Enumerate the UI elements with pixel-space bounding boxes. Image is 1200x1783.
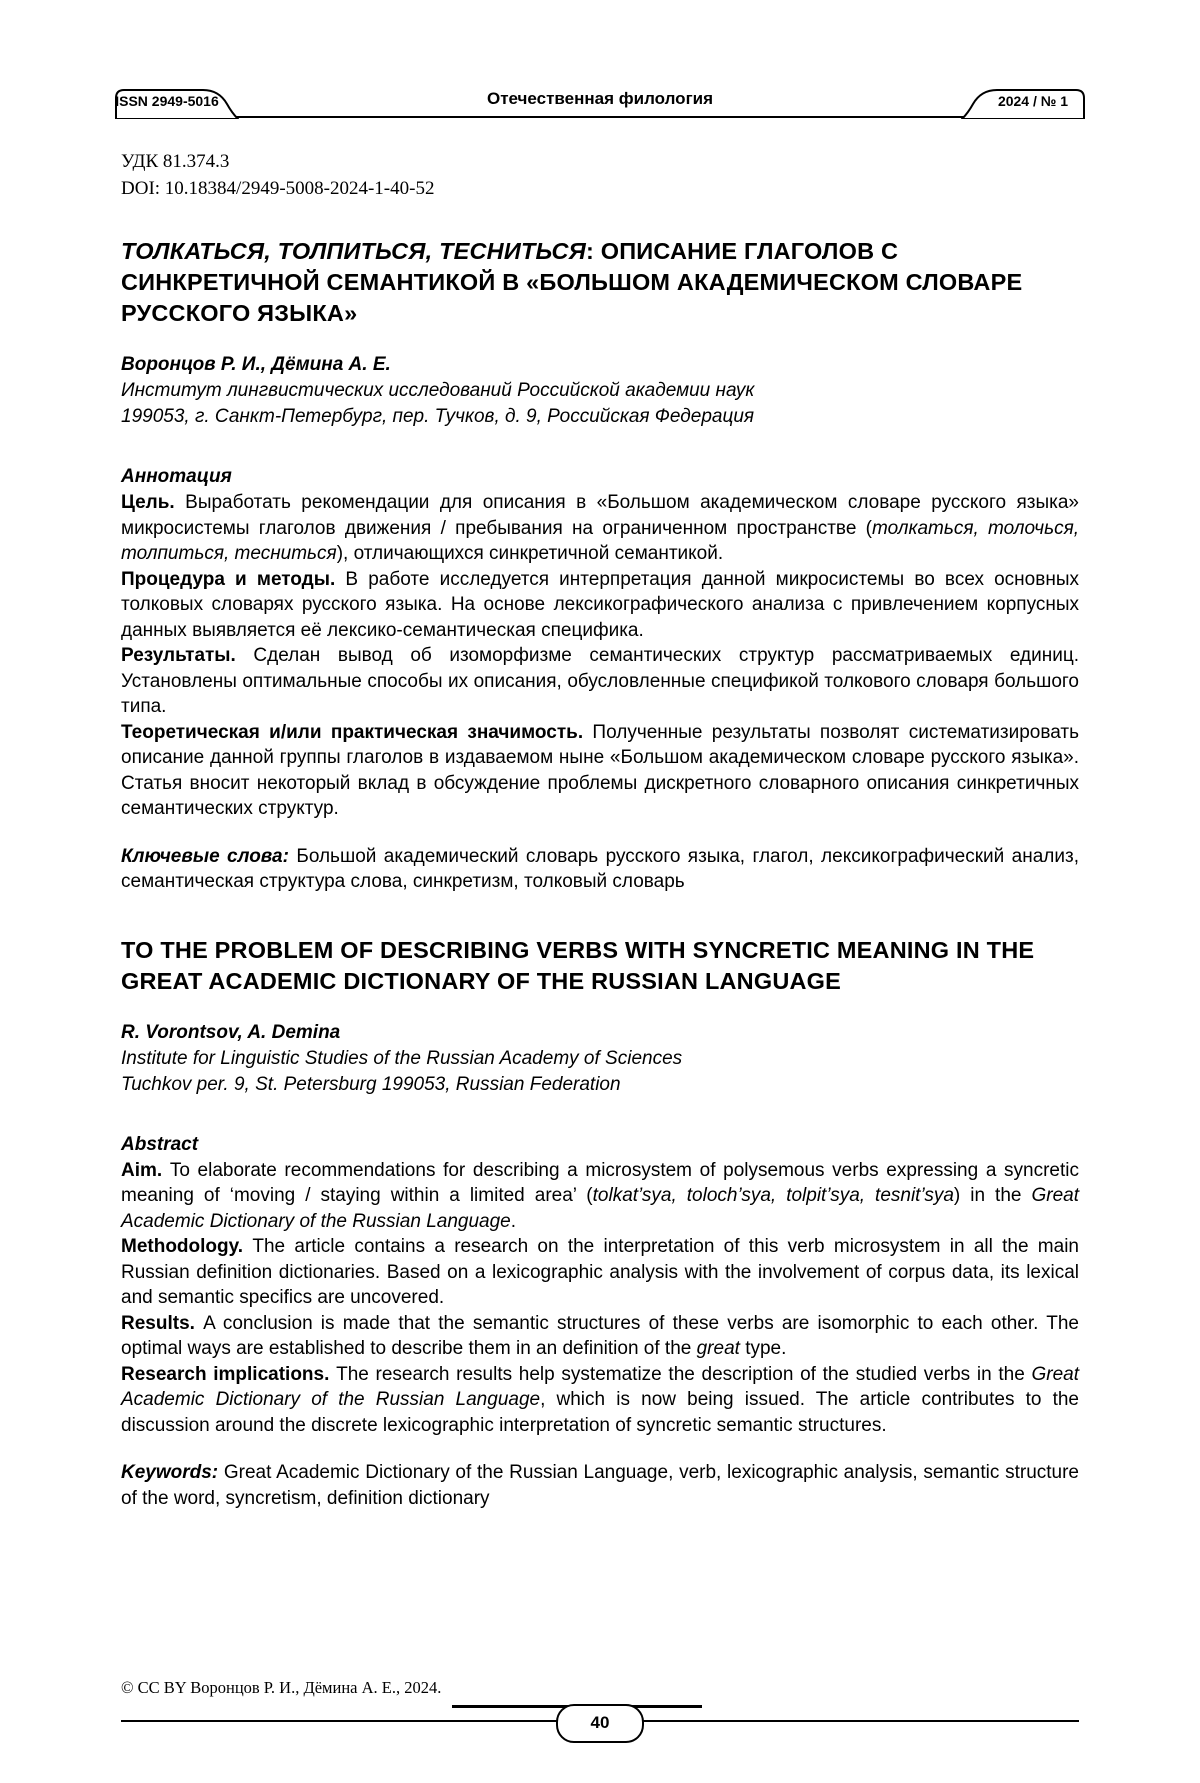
text-run: tolkat’sya, toloch’sya, tolpit’sya, tesnit’sya [592,1185,954,1206]
text-run: Сделан вывод об изоморфизме семантических структур рассматриваемых единиц. Установлены оптимальные способы их описания, обусловленные спецификой толкового словаря большого типа. [121,645,1079,717]
abstract-paragraph [121,1311,1079,1362]
text-run: To elaborate recommendations for describing a microsystem of polysemous verbs expressing a syncretic meaning of ‘moving / staying within a limited area’ ( [121,1159,1080,1206]
affiliation-ru-1: Институт лингвистических исследований Российской академии наук [121,380,755,401]
article-title-ru [121,236,1079,329]
text-run: Ключевые слова: [121,845,297,867]
abstract-ru [121,490,1079,822]
text-run: The research results help systematize the description of the studied verbs in the [336,1363,1032,1385]
text-run: type. [739,1338,787,1359]
abstract-paragraph [121,1158,1079,1235]
copyright-note: © CC BY Воронцов Р. И., Дёмина А. Е., 2024. [121,1678,442,1697]
authors-en: R. Vorontsov, A. Demina [121,1021,341,1043]
text-run: . [510,1210,517,1232]
text-run: Aim. [121,1159,170,1181]
issn-label: ISSN 2949-5016 [115,92,219,109]
text-run: Цель. [121,492,186,513]
text-run: The article contains a research on the interpretation of this verb microsystem in all the main Russian definition dictionaries. Based on a lexicographic analysis with the involvement of corpus data, its lexical and semantic specifics are uncovered. [121,1236,1079,1308]
text-run: Great Academic Dictionary of the Russian Language, verb, lexicographic analysis, semantic structure of the word, syncretism, definition dictionary [121,1462,1079,1509]
text-run: В работе исследуется интерпретация данной микросистемы во всех основных толковых словарях русского языка. На основе лексикографического анализа с привлечением корпусных данных выявляется её лексико-семантическая специфика. [121,568,1079,641]
abstract-paragraph [121,643,1079,720]
affiliation-en-1: Institute for Linguistic Studies of the Russian Academy of Sciences [121,1047,683,1069]
text-run: ТОЛКАТЬСЯ, ТОЛПИТЬСЯ, ТЕСНИТЬСЯ [121,238,586,264]
text-run: Теоретическая и/или практическая значимость. [121,721,593,743]
page-number-badge: 40 [556,1704,644,1743]
doi-line: DOI: 10.18384/2949-5008-2024-1-40-52 [121,178,435,199]
text-run: Keywords: [121,1462,224,1483]
text-run: Great Academic Dictionary of the Russian Language [121,1185,1079,1232]
keywords-ru [121,844,1079,895]
abstract-heading-ru: Аннотация [121,466,232,487]
issue-label: 2024 / № 1 [997,92,1069,109]
abstract-paragraph [121,490,1079,567]
text-run: great [696,1338,740,1359]
abstract-heading-en: Abstract [121,1133,199,1155]
text-run: Methodology. [121,1236,253,1257]
journal-header [115,84,1079,118]
text-run: : ОПИСАНИЕ ГЛАГОЛОВ С СИНКРЕТИЧНОЙ СЕМАНТИКОЙ В «БОЛЬШОМ АКАДЕМИЧЕСКОМ СЛОВАРЕ РУССКОГО ЯЗЫКА» [121,238,1023,326]
abstract-en [121,1158,1079,1439]
text-run: Research implications. [121,1363,337,1385]
article-meta [121,148,1079,202]
text-run: Результаты. [121,645,254,666]
affiliation-en-2: Tuchkov per. 9, St. Petersburg 199053, Russian Federation [121,1073,621,1095]
text-run: Процедура и методы. [121,568,346,590]
journal-title: Отечественная филология [486,89,714,108]
text-run: ) in the [953,1185,1032,1206]
text-run: Большой академический словарь русского языка, глагол, лексикографический анализ, семантическая структура слова, синкретизм, толковый словарь [121,845,1079,892]
text-run: ), отличающихся синкретичной семантикой. [336,543,724,564]
page-content [115,0,1080,1530]
text-run: толкаться, толочься, толпиться, тесниться [121,517,1079,564]
text-run: A conclusion is made that the semantic structures of these verbs are isomorphic to each other. The optimal ways are established to describe them in an definition of the [121,1312,1079,1359]
footer-line [121,1713,1079,1732]
keywords-en [121,1460,1079,1511]
abstract-paragraph [121,567,1079,644]
text-run: Выработать рекомендации для описания в «Большом академическом словаре русского языка» микросистемы глаголов движения / пребывания на ограниченном пространстве ( [121,492,1079,539]
abstract-paragraph [121,720,1079,822]
issue-tab [961,87,1085,119]
article-title-en: TO THE PROBLEM OF DESCRIBING VERBS WITH SYNCRETIC MEANING IN THE GREAT ACADEMIC DICTIONARY OF THE RUSSIAN LANGUAGE [121,936,1035,994]
text-run: Полученные результаты позволят систематизировать описание данной группы глаголов в издаваемом ныне «Большом академическом словаре русского языка». Статья вносит некоторый вклад в обсуждение проблемы дискретного словарного описания синкретичных семантических структур. [121,721,1079,819]
affiliation-ru-2: 199053, г. Санкт-Петербург, пер. Тучков, д. 9, Российская Федерация [121,406,755,427]
text-run: Great Academic Dictionary of the Russian Language [121,1363,1080,1410]
abstract-paragraph [121,1234,1079,1311]
authors-ru: Воронцов Р. И., Дёмина А. Е. [121,354,391,375]
text-run: Results. [121,1312,204,1334]
abstract-paragraph [121,1362,1079,1439]
page-footer [121,1678,1079,1732]
udk-line: УДК 81.374.3 [121,151,230,172]
text-run: , which is now being issued. The article contributes to the discussion around the discrete lexicographic interpretation of syncretic semantic structures. [121,1389,1079,1436]
